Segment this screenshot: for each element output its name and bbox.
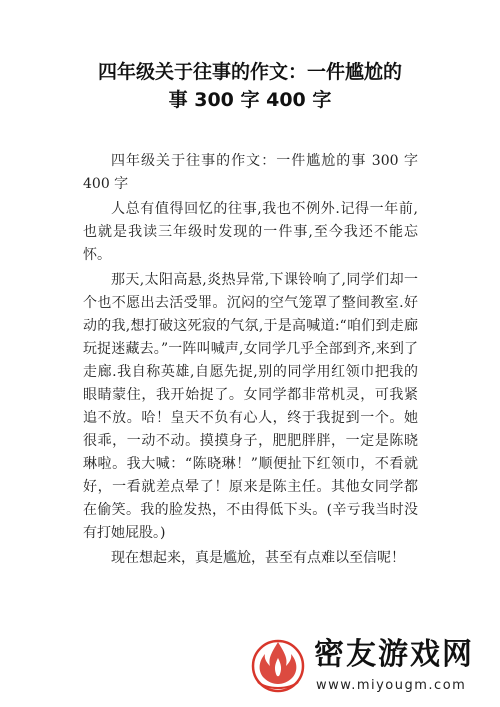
site-watermark bbox=[248, 632, 498, 704]
paragraph-story: 那天,太阳高悬,炎热异常,下课铃响了,同学们却一个也不愿出去活受罪。沉闷的空气笼罩了整间教室.好动的我,想打破这死寂的气氛,于是高喊道:“咱们到走廊玩捉迷藏去。”一阵叫喊声,女同学几乎全部到齐,来到了走廊.我自称英雄,自愿先捉,别的同学用红领巾把我的眼睛蒙住，我开始捉了。女同学都非常机灵，可我紧追不放。哈！皇天不负有心人，终于我捉到一个。她很乖，一动不动。摸摸身子，肥肥胖胖，一定是陈晓琳啦。我大喊：“陈晓琳！”顺便扯下红领巾，不看就好，一看就差点晕了！原来是陈主任。其他女同学都在偷笑。我的脸发热，不由得低下头。(辛亏我当时没有打她屁股。) bbox=[83, 272, 418, 541]
document-body bbox=[83, 150, 418, 572]
watermark-url: www.miyougm.com bbox=[316, 678, 467, 693]
flame-logo-icon bbox=[248, 636, 308, 694]
paragraph-conclusion: 现在想起来，真是尴尬，甚至有点难以至信呢！ bbox=[111, 550, 405, 566]
watermark-brand: 密友游戏网 bbox=[314, 637, 474, 672]
paragraph-subtitle: 四年级关于往事的作文：一件尴尬的事 300 字 400 字 bbox=[83, 153, 418, 192]
document-title bbox=[60, 58, 440, 114]
title-line-2: 事 300 字 400 字 bbox=[168, 89, 332, 111]
title-line-1: 四年级关于往事的作文：一件尴尬的 bbox=[97, 61, 402, 83]
paragraph-intro: 人总有值得回忆的往事,我也不例外.记得一年前,也就是我读三年级时发现的一件事,至今我还不能忘怀。 bbox=[83, 201, 418, 263]
